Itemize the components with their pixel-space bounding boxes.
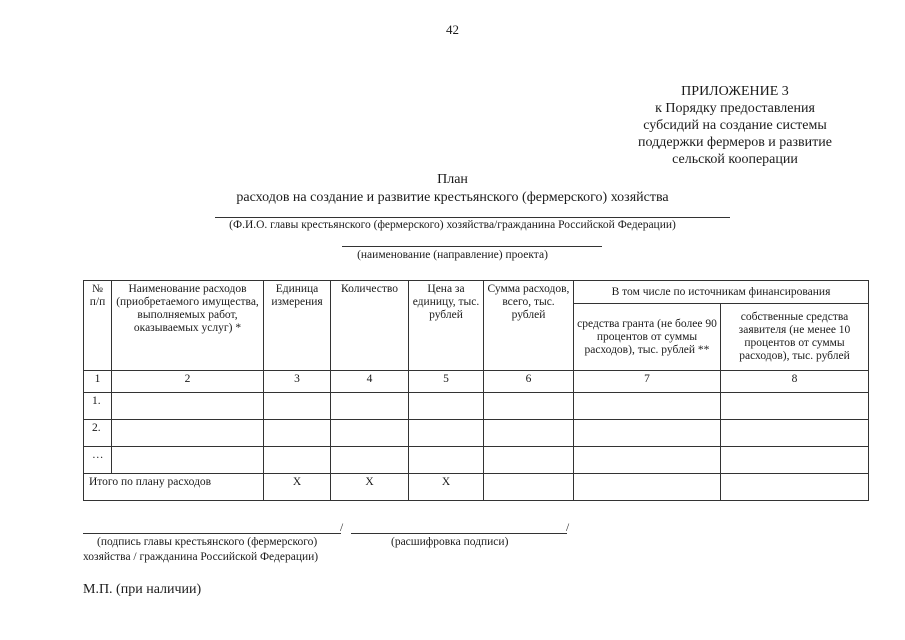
column-number: 8 (721, 371, 869, 393)
table-cell (331, 447, 409, 474)
appendix-line: сельской кооперации (672, 152, 798, 167)
table-row (84, 447, 869, 474)
table-cell (721, 474, 869, 501)
column-number: 1 (84, 371, 112, 393)
plan-title: План (437, 172, 468, 187)
total-unit: Х (264, 474, 331, 501)
row-number: 1. (84, 393, 112, 420)
header-num: № п/п (84, 281, 112, 371)
column-number: 7 (574, 371, 721, 393)
table-cell (331, 393, 409, 420)
appendix-header (600, 83, 870, 168)
header-sum: Сумма расходов, всего, тыс. рублей (484, 281, 574, 371)
table-cell (112, 420, 264, 447)
table-cell (574, 420, 721, 447)
table-cell (574, 474, 721, 501)
project-caption: (наименование (направление) проекта) (357, 249, 548, 261)
header-sources: В том числе по источникам финансирования (574, 281, 869, 304)
total-label: Итого по плану расходов (84, 474, 264, 501)
column-number: 6 (484, 371, 574, 393)
fio-line (215, 217, 730, 218)
table-cell (484, 393, 574, 420)
project-line (342, 246, 602, 247)
table-cell (264, 393, 331, 420)
header-name: Наименование расходов (приобретаемого имущества, выполняемых работ, оказываемых услуг) * (112, 281, 264, 371)
table-cell (574, 447, 721, 474)
header-price: Цена за единицу, тыс. рублей (409, 281, 484, 371)
expenses-table (83, 280, 869, 501)
signature-slash: / (340, 522, 344, 534)
fio-caption: (Ф.И.О. главы крестьянского (фермерского) хозяйства/гражданина Российской Федерации) (229, 219, 676, 231)
table-row (84, 393, 869, 420)
table-cell (409, 420, 484, 447)
appendix-line: поддержки фермеров и развитие (638, 135, 832, 150)
table-cell (721, 447, 869, 474)
appendix-title: ПРИЛОЖЕНИЕ 3 (681, 84, 789, 99)
table-cell (409, 393, 484, 420)
column-number: 4 (331, 371, 409, 393)
signature-caption: хозяйства / гражданина Российской Федерации) (83, 551, 319, 563)
total-price: Х (409, 474, 484, 501)
header-own: собственные средства заявителя (не менее 10 процентов от суммы расходов), тыс. рублей (721, 304, 869, 371)
signature-decoding-caption: (расшифровка подписи) (391, 536, 509, 548)
column-number-row (84, 371, 869, 393)
header-row (84, 281, 869, 304)
total-row (84, 474, 869, 501)
stamp-place: М.П. (при наличии) (83, 582, 202, 597)
table-cell (409, 447, 484, 474)
table-cell (721, 420, 869, 447)
row-number: … (84, 447, 112, 474)
header-qty: Количество (331, 281, 409, 371)
signature-line (83, 533, 341, 534)
signature-slash: / (566, 522, 570, 534)
table-cell (574, 393, 721, 420)
signature-caption: (подпись главы крестьянского (фермерского) (97, 536, 318, 548)
header-grant: средства гранта (не более 90 процентов от суммы расходов), тыс. рублей ** (574, 304, 721, 371)
column-number: 3 (264, 371, 331, 393)
table-cell (331, 420, 409, 447)
page-number: 42 (446, 22, 459, 37)
row-number: 2. (84, 420, 112, 447)
column-number: 5 (409, 371, 484, 393)
appendix-line: к Порядку предоставления (655, 101, 815, 116)
total-qty: Х (331, 474, 409, 501)
column-number: 2 (112, 371, 264, 393)
table-cell (264, 447, 331, 474)
plan-subtitle: расходов на создание и развитие крестьянского (фермерского) хозяйства (236, 190, 669, 205)
table-cell (264, 420, 331, 447)
table-cell (112, 447, 264, 474)
table-cell (721, 393, 869, 420)
table-row (84, 420, 869, 447)
signature-name-line (351, 533, 567, 534)
table-cell (484, 447, 574, 474)
table-cell (112, 393, 264, 420)
appendix-line: субсидий на создание системы (643, 118, 827, 133)
table-cell (484, 474, 574, 501)
header-unit: Единица измерения (264, 281, 331, 371)
table-cell (484, 420, 574, 447)
